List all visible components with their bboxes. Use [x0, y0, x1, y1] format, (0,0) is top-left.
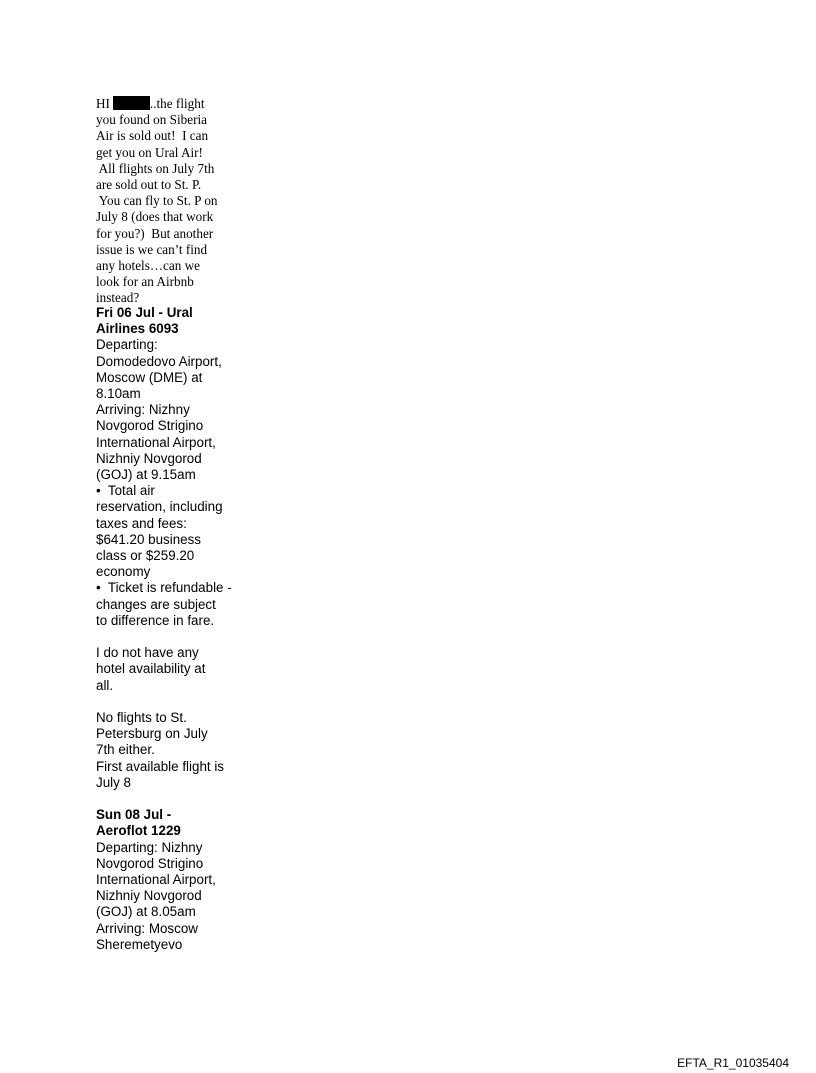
greeting-rest: ..the flight: [149, 96, 205, 111]
greeting-line: [96, 96, 236, 112]
hotel-note-line: I do not have any: [96, 645, 199, 661]
flight1-detail: Nizhniy Novgorod: [96, 450, 202, 466]
flight1-detail: Departing:: [96, 337, 158, 353]
intro-line: You can fly to St. P on: [96, 193, 218, 209]
flight1-detail: class or $259.20: [96, 548, 195, 564]
flight1-detail: $641.20 business: [96, 531, 201, 547]
intro-line: Air is sold out! I can: [96, 128, 209, 144]
document-id: EFTA_R1_01035404: [677, 1056, 789, 1070]
flights-note-line: July 8: [96, 774, 131, 790]
intro-line: you found on Siberia: [96, 112, 207, 128]
flight1-detail: International Airport,: [96, 434, 216, 450]
flight1-detail: Novgorod Strigino: [96, 418, 204, 434]
flight2-detail: Nizhniy Novgorod: [96, 888, 202, 904]
flight1-heading: Fri 06 Jul - Ural: [96, 305, 193, 320]
intro-line: All flights on July 7th: [96, 160, 215, 176]
flight2-detail: Departing: Nizhny: [96, 839, 203, 855]
flight2-heading: Aeroflot 1229: [96, 823, 181, 839]
flights-note-line: Petersburg on July: [96, 726, 208, 742]
intro-line: look for an Airbnb: [96, 274, 194, 290]
flight2-detail: International Airport,: [96, 872, 216, 888]
intro-line: July 8 (does that work: [96, 209, 214, 225]
flight2-detail: Novgorod Strigino: [96, 855, 204, 871]
flight1-detail: 8.10am: [96, 386, 141, 402]
greeting-word: HI: [96, 96, 110, 111]
flight1-detail: (GOJ) at 9.15am: [96, 467, 196, 483]
intro-line: for you?) But another: [96, 225, 214, 241]
flight1-detail: taxes and fees:: [96, 515, 187, 531]
flight2-detail: Arriving: Moscow: [96, 920, 198, 936]
flight2-heading: Sun 08 Jul -: [96, 807, 172, 823]
flight1-detail: economy: [96, 564, 151, 580]
intro-line: issue is we can’t find: [96, 241, 208, 257]
flight1-detail: reservation, including: [96, 499, 223, 515]
flight1-detail: to difference in fare.: [96, 612, 215, 628]
flight2-detail: Sheremetyevo: [96, 936, 183, 952]
paragraph-gap: [96, 629, 246, 645]
flight1-detail: changes are subject: [96, 596, 216, 612]
hotel-note-line: all.: [96, 677, 114, 693]
intro-line: any hotels…can we: [96, 258, 200, 274]
flights-note-line: First available flight is: [96, 758, 225, 774]
flight1-detail: • Total air: [96, 483, 155, 499]
flight2-detail: (GOJ) at 8.05am: [96, 904, 196, 920]
flight1-detail: • Ticket is refundable -: [96, 580, 232, 596]
flight1-detail: Moscow (DME) at: [96, 369, 203, 385]
paragraph-gap: [96, 791, 246, 807]
flights-note-line: 7th either.: [96, 742, 155, 758]
redaction-box: [113, 96, 150, 110]
email-intro: [96, 96, 236, 307]
flight1-detail: Domodedovo Airport,: [96, 353, 222, 369]
intro-line: are sold out to St. P.: [96, 177, 202, 193]
intro-line: instead?: [96, 290, 140, 306]
intro-line: get you on Ural Air!: [96, 144, 203, 160]
itinerary-block: [96, 305, 246, 953]
paragraph-gap: [96, 694, 246, 710]
flight1-heading: Airlines 6093: [96, 321, 179, 337]
flights-note-line: No flights to St.: [96, 710, 187, 726]
hotel-note-line: hotel availability at: [96, 661, 206, 677]
flight1-detail: Arriving: Nizhny: [96, 402, 190, 418]
